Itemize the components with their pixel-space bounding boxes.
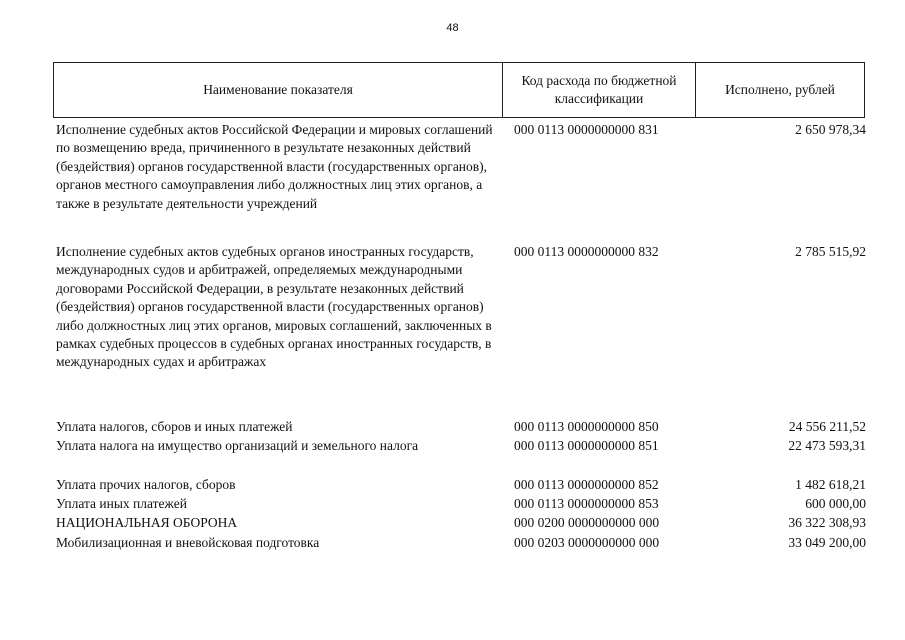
header-name: Наименование показателя [203,82,353,97]
row-amount: 2 785 515,92 [795,244,866,259]
row-amount: 2 650 978,34 [795,122,866,137]
row-name: Уплата прочих налогов, сборов [56,477,236,492]
header-code: Код расхода по бюджетной классификации [502,63,695,117]
row-code: 000 0113 0000000000 853 [514,496,659,511]
row-name: Мобилизационная и вневойсковая подготовка [56,535,320,550]
row-amount: 24 556 211,52 [788,419,866,434]
row-code: 000 0200 0000000000 000 [514,515,660,530]
row-code: 000 0113 0000000000 852 [514,477,659,492]
row-code: 000 0113 0000000000 832 [514,244,659,259]
row-name: Исполнение судебных актов Российской Федерации и мировых соглашений по возмещению вреда, причиненного в результате незаконных действий (бездействия) органов государственной власти (государственных органов), органов местного самоуправления либо должностных лиц этих органов, а также в результате деятельности учреждений [56,122,493,211]
row-amount: 36 322 308,93 [788,515,866,530]
row-name: Исполнение судебных актов судебных органов иностранных государств, международных судов и арбитражей, определяемых международными договорами Российской Федерации, в результате незаконных действий (бездействия) органов государственной власти (государственных органов) либо должностных лиц этих органов, мировых соглашений, заключенных в рамках судебных процессов в судебных органах иностранных государств, в международных судах и арбитражах [56,244,492,370]
page-number: 48 [446,22,459,34]
row-amount: 33 049 200,00 [788,535,866,550]
row-code: 000 0113 0000000000 851 [514,438,659,453]
row-code: 000 0203 0000000000 000 [514,535,660,550]
row-name: НАЦИОНАЛЬНАЯ ОБОРОНА [56,515,238,530]
row-amount: 1 482 618,21 [795,477,866,492]
row-name: Уплата иных платежей [56,496,187,511]
row-code: 000 0113 0000000000 831 [514,122,659,137]
row-name: Уплата налогов, сборов и иных платежей [56,419,293,434]
row-name: Уплата налога на имущество организаций и земельного налога [56,438,419,453]
row-code: 000 0113 0000000000 850 [514,419,659,434]
row-amount: 22 473 593,31 [788,438,866,453]
row-amount: 600 000,00 [805,496,866,511]
header-amount: Исполнено, рублей [695,63,864,117]
table-header [53,62,865,118]
